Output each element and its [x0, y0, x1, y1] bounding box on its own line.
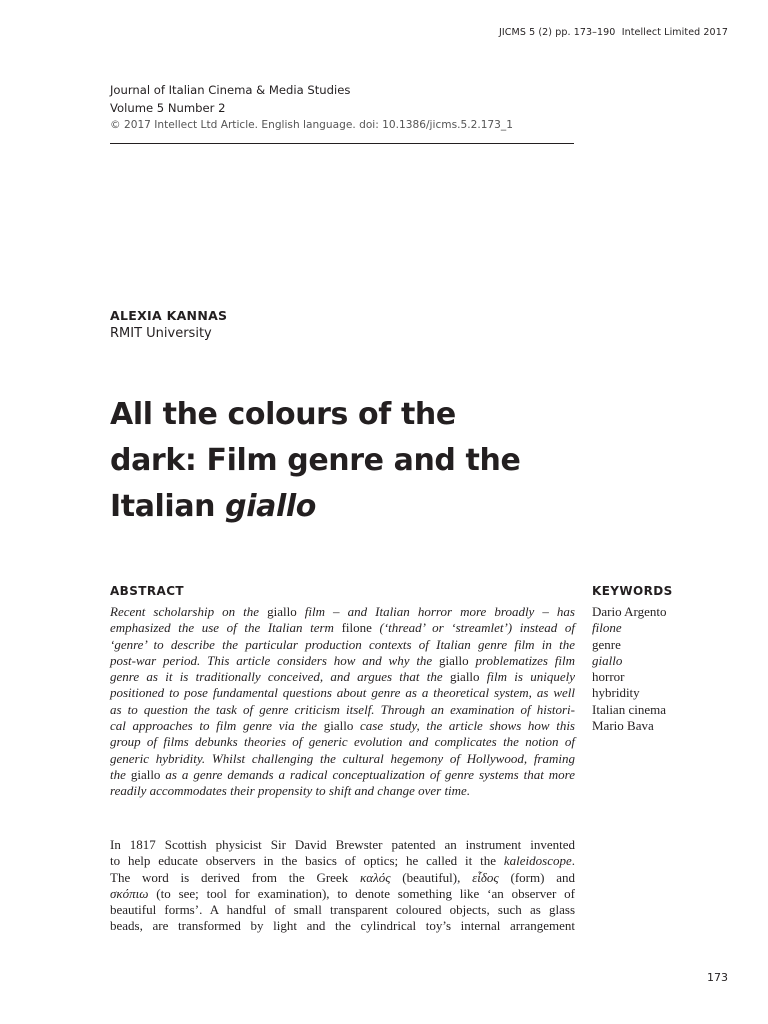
- keyword-item: horror: [592, 669, 625, 685]
- body-italic-term: καλός: [360, 869, 391, 885]
- body-text: In 1817 Scottish physicist Sir David Brewster patented an instrument invented: [110, 837, 575, 852]
- abstract-text: readily accommodates their propensity to shift and change over time.: [110, 783, 471, 799]
- author-block: [110, 307, 227, 343]
- abstract-text: group of films debunks theories of generic evolution and complicates the notion of: [110, 734, 575, 750]
- running-head-citation: JICMS 5 (2) pp. 173–190: [498, 27, 616, 38]
- abstract-roman-term: giallo: [449, 669, 480, 685]
- abstract-text: cal approaches to film genre via the: [110, 718, 324, 734]
- keyword-item: genre: [592, 636, 621, 652]
- keyword-item: Italian cinema: [592, 701, 666, 717]
- journal-doi-line: © 2017 Intellect Ltd Article. English language. doi: 10.1386/jicms.5.2.173_1: [110, 119, 513, 131]
- abstract-roman-term: giallo: [130, 766, 161, 782]
- abstract-text: emphasized the use of the Italian term: [110, 620, 342, 636]
- journal-divider: [110, 143, 574, 144]
- abstract-text: Recent scholarship on the: [110, 604, 268, 619]
- abstract-heading: ABSTRACT: [110, 584, 184, 598]
- abstract-text: generic hybridity. Whilst challenging the cultural hegemony of Hollywood, framing: [110, 750, 575, 766]
- abstract-text: case study, the article shows how this: [353, 718, 575, 734]
- abstract-line: [110, 767, 575, 783]
- body-italic-term: σκόπιω: [110, 885, 149, 901]
- abstract-text: ‘genre’ to describe the particular production contexts of Italian genre film in the: [110, 636, 575, 652]
- body-line: [110, 886, 575, 902]
- abstract-line: [110, 620, 575, 636]
- abstract-line: [110, 653, 575, 669]
- author-affiliation: RMIT University: [110, 326, 212, 341]
- body-line: [110, 853, 575, 869]
- journal-volume: Volume 5 Number 2: [110, 100, 226, 115]
- title-text: Italian: [110, 489, 226, 524]
- keyword-item: Mario Bava: [592, 718, 654, 734]
- abstract-text: positioned to pose fundamental questions about genre as a theoretical system, as well: [110, 685, 575, 701]
- abstract-roman-term: giallo: [267, 604, 297, 619]
- running-head-publisher: Intellect Limited 2017: [621, 27, 728, 38]
- abstract-text: film – and Italian horror more broadly – has: [296, 604, 575, 619]
- abstract-text: [110, 604, 575, 800]
- abstract-text: film is uniquely: [479, 669, 575, 685]
- abstract-line: [110, 685, 575, 701]
- body-text: (form) and: [498, 869, 575, 885]
- abstract-line: [110, 637, 575, 653]
- title-line: dark: Film genre and the: [110, 443, 521, 478]
- keyword-item: hybridity: [592, 685, 640, 701]
- abstract-line: [110, 734, 575, 750]
- abstract-line: [110, 751, 575, 767]
- article-title: [110, 392, 570, 530]
- title-italic-text: giallo: [225, 489, 316, 524]
- body-paragraph: [110, 837, 575, 935]
- keywords-list: [592, 604, 667, 734]
- body-text: to help educate observers in the basics of optics; he called it the: [110, 853, 504, 869]
- abstract-roman-term: giallo: [439, 652, 469, 668]
- abstract-line: [110, 604, 575, 620]
- keywords-heading: KEYWORDS: [592, 584, 673, 598]
- body-text: beads, are transformed by light and the cylindrical toy’s internal arrangement: [110, 918, 575, 934]
- abstract-line: [110, 702, 575, 718]
- abstract-roman-term: giallo: [323, 718, 354, 734]
- body-italic-term: εἶδος: [472, 869, 499, 885]
- keyword-item: giallo: [592, 652, 623, 668]
- abstract-text: as to question the task of genre criticism itself. Through an examination of histori-: [110, 701, 575, 717]
- abstract-roman-term: filone: [341, 620, 372, 636]
- body-italic-term: kaleidoscope: [503, 853, 572, 869]
- title-line: [110, 484, 570, 530]
- abstract-text: the: [110, 766, 131, 782]
- body-line: [110, 902, 575, 918]
- title-line: All the colours of the: [110, 397, 456, 432]
- body-text: (to see; tool for examination), to denote something like ‘an observer of: [148, 885, 575, 901]
- abstract-line: [110, 718, 575, 734]
- body-text: beautiful forms’. A handful of small transparent coloured objects, such as glass: [110, 902, 575, 918]
- author-name: ALEXIA KANNAS: [110, 308, 228, 323]
- journal-name: Journal of Italian Cinema & Media Studies: [110, 83, 351, 97]
- body-line: [110, 837, 575, 853]
- body-text: The word is derived from the Greek: [110, 869, 360, 885]
- body-text: (beautiful),: [390, 869, 473, 885]
- abstract-text: problematizes film: [468, 652, 575, 668]
- abstract-line: [110, 783, 575, 799]
- abstract-text: as a genre demands a radical conceptualization of genre systems that more: [160, 766, 575, 782]
- body-line: [110, 918, 575, 934]
- abstract-text: genre as it is traditionally conceived, and argues that the: [110, 669, 450, 685]
- abstract-text: post-war period. This article considers how and why the: [110, 652, 440, 668]
- abstract-line: [110, 669, 575, 685]
- journal-info: [110, 82, 574, 135]
- keyword-item: Dario Argento: [592, 604, 667, 619]
- abstract-text: (‘thread’ or ‘streamlet’) instead of: [371, 620, 576, 636]
- body-line: [110, 870, 575, 886]
- keyword-item: filone: [592, 620, 622, 636]
- body-text: .: [571, 853, 575, 869]
- running-head: [499, 27, 728, 38]
- page-number: 173: [707, 971, 728, 984]
